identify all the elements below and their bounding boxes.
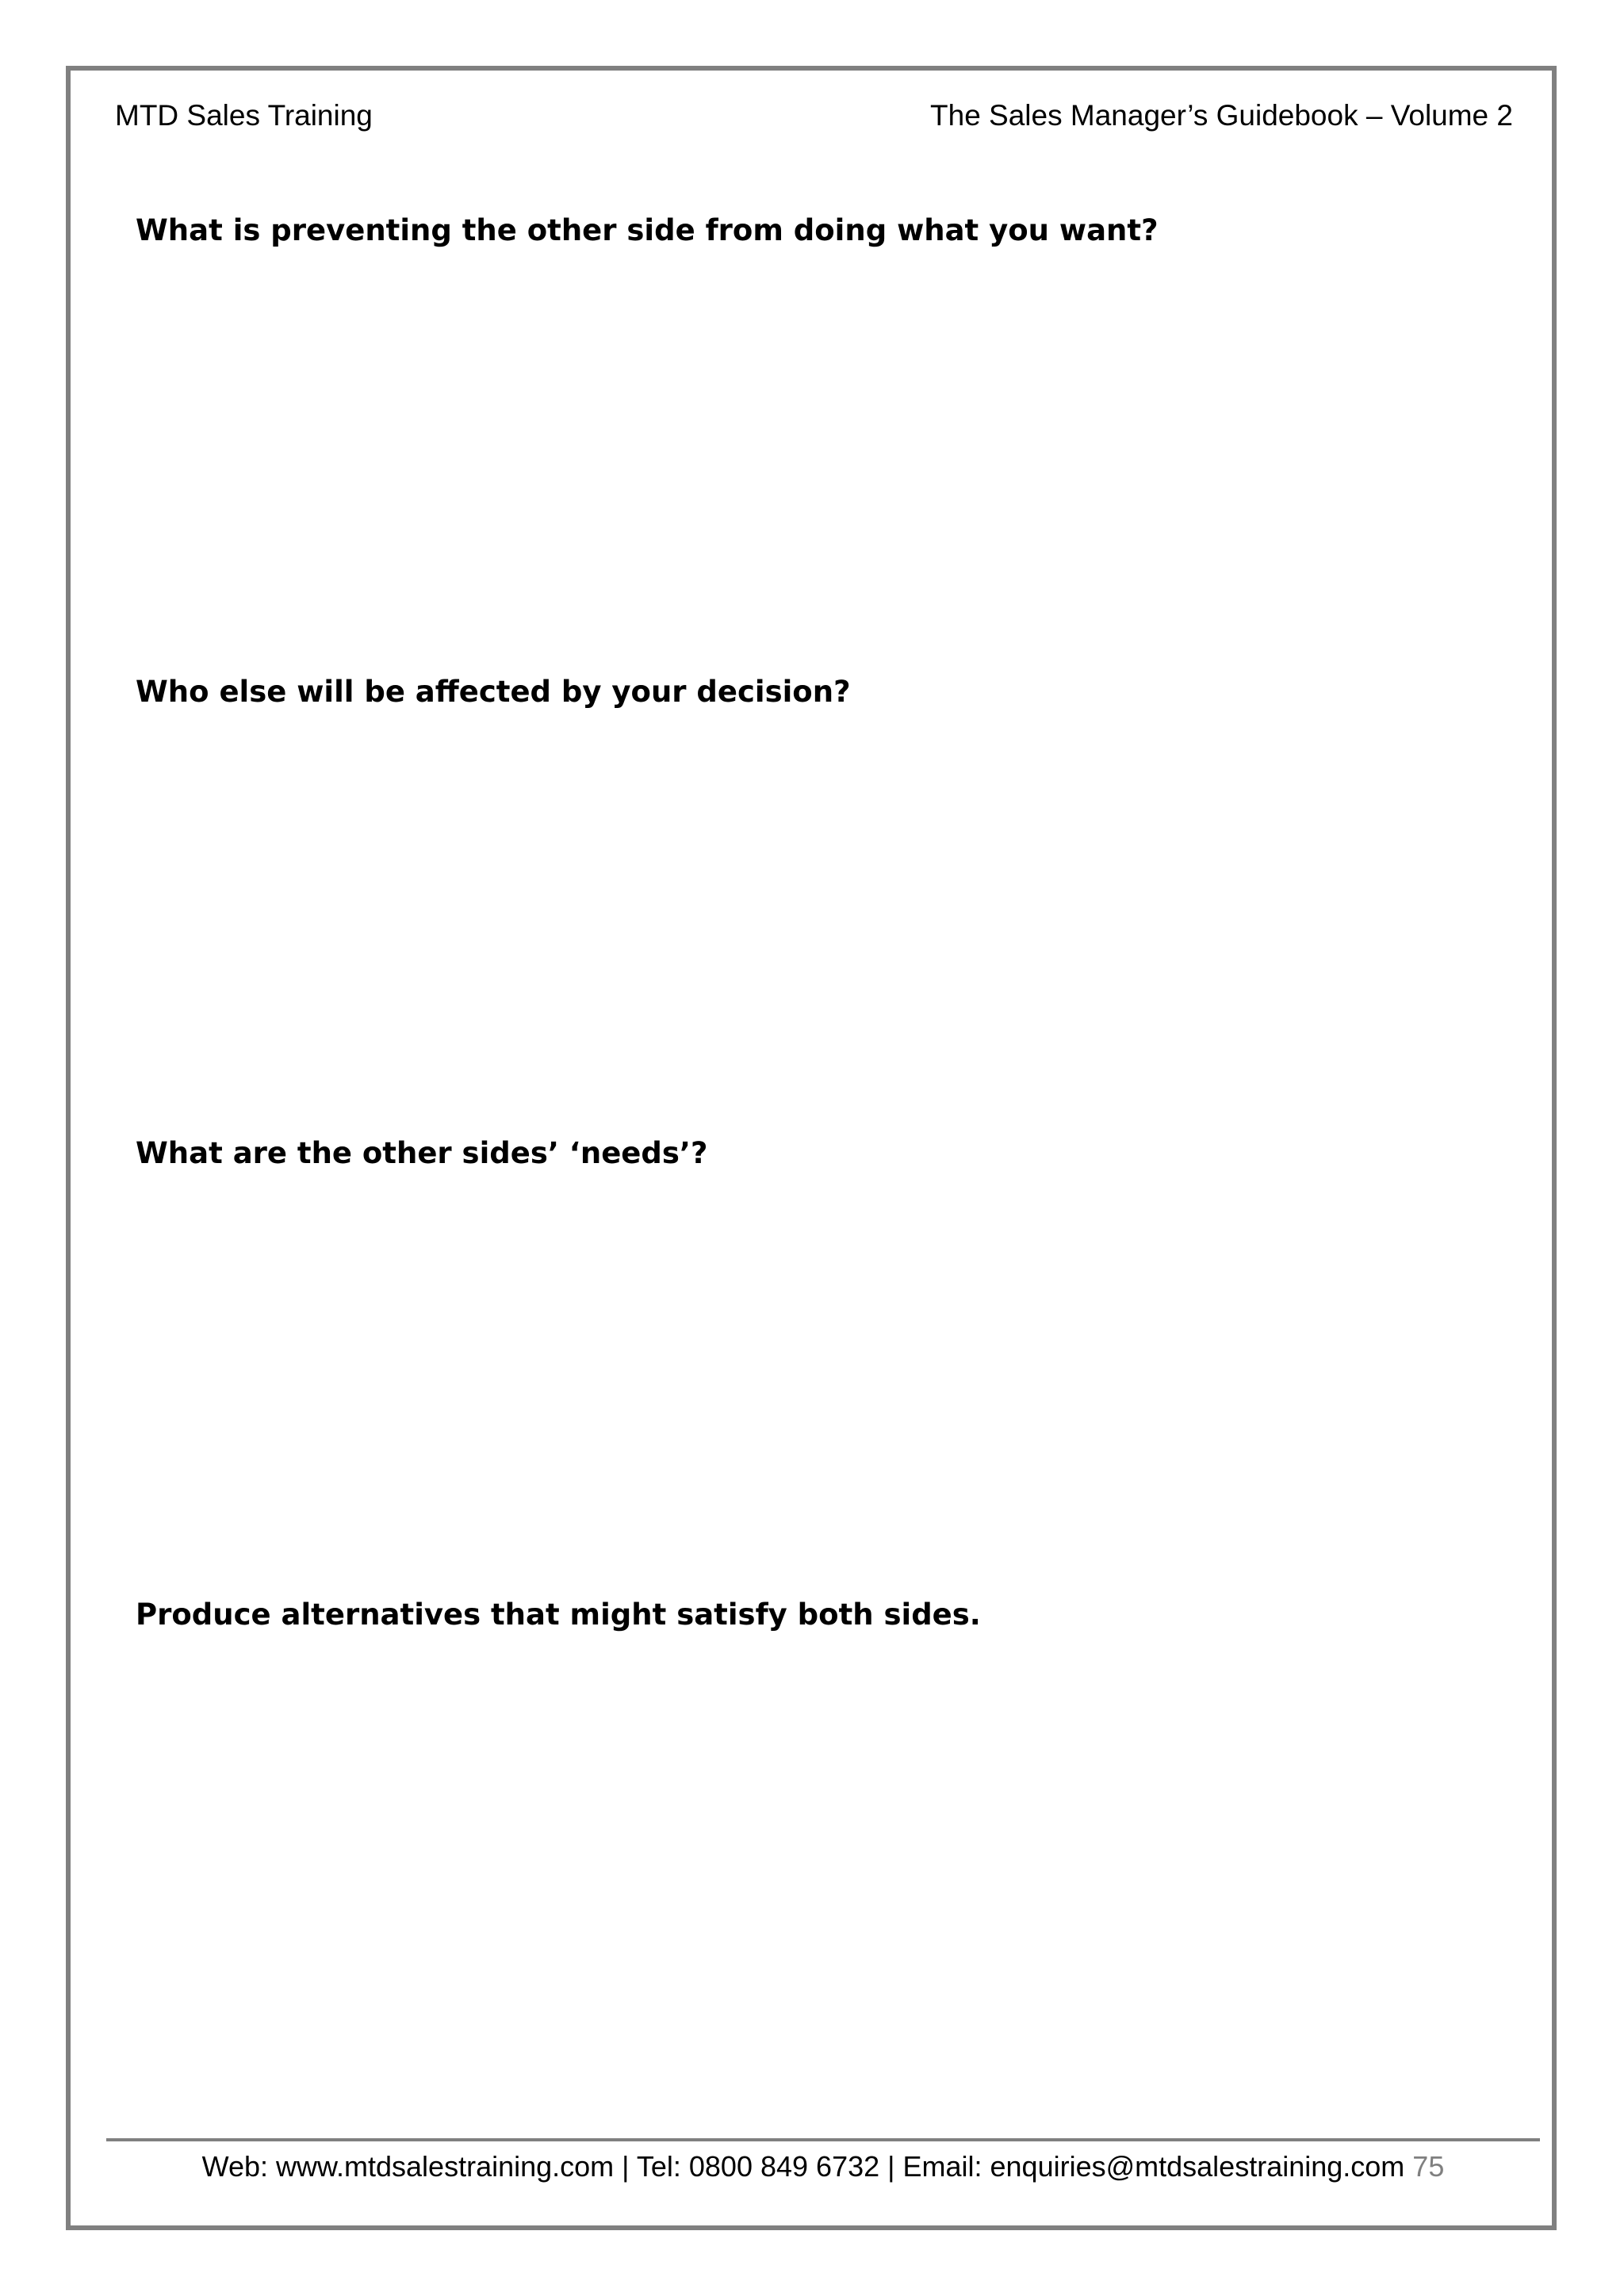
page-number: 75 xyxy=(1412,2150,1445,2183)
header-company-name: MTD Sales Training xyxy=(115,99,373,132)
footer xyxy=(106,2147,1540,2187)
footer-contact-info: Web: www.mtdsalestraining.com | Tel: 0800 849 6732 | Email: enquiries@mtdsalestraining.com xyxy=(201,2150,1405,2183)
footer-divider xyxy=(106,2138,1540,2141)
question-heading-2: Who else will be affected by your decision? xyxy=(136,675,851,709)
question-heading-1: What is preventing the other side from doing what you want? xyxy=(136,213,1159,247)
header-book-title: The Sales Manager’s Guidebook – Volume 2 xyxy=(930,99,1513,132)
question-heading-3: What are the other sides’ ‘needs’? xyxy=(136,1136,708,1170)
question-heading-4: Produce alternatives that might satisfy both sides. xyxy=(136,1598,981,1632)
